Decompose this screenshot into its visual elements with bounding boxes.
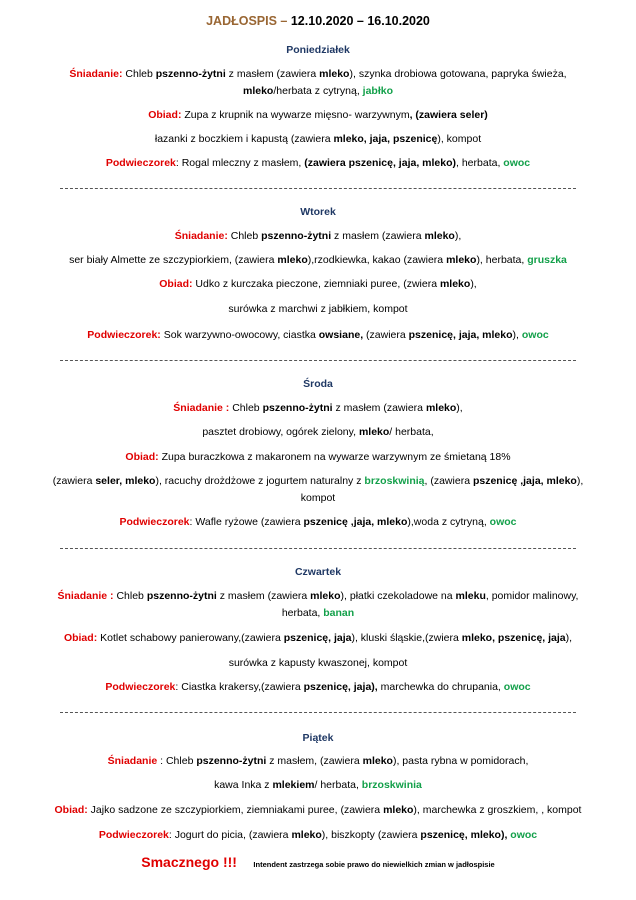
menu-text: kompot [300,492,336,504]
menu-text: z masłem (zawiera [331,230,425,242]
menu-text: Zupa z krupnik na wywarze mięsno- warzywnym [181,109,410,121]
menu-text: : Ciastka krakersy,(zawiera [175,681,304,693]
menu-text: Zupa buraczkowa z makaronem na wywarze warzywnym ze śmietaną 18% [158,451,511,463]
allergen-text: mleku [455,590,486,602]
menu-text: marchewka do chrupania, [377,681,504,693]
menu-text: surówka z marchwi z jabłkiem, kompot [228,303,408,315]
menu-text: (zawiera [52,475,96,487]
disclaimer-note: Intendent zastrzega sobie prawo do niewielkich zmian w jadłospisie [253,860,495,869]
meal-label: Śniadanie [107,755,158,767]
fruit-text: jabłko [362,85,393,97]
menu-line [0,66,636,83]
menu-line [0,252,636,269]
menu-text: herbata, [281,607,324,619]
menu-text: ), [565,632,573,644]
allergen-text: mleko [358,426,390,438]
allergen-text: (zawiera pszenicę, jaja, mleko) [304,157,456,169]
meal-label: Obiad: [125,451,159,463]
day-heading: Wtorek [300,206,336,218]
allergen-text: pszenicę, jaja), [303,681,378,693]
menu-line [0,276,636,293]
menu-line [0,424,636,441]
menu-text: ), kompot [437,133,482,145]
meal-label: Śniadanie: [174,230,228,242]
allergen-text: mleko [319,68,350,80]
allergen-text: mleko [243,85,274,97]
menu-text: ), racuchy drożdżowe z jogurtem naturalny z [155,475,365,487]
smacznego-text: Smacznego !!! [141,854,237,870]
menu-text: Udko z kurczaka pieczone, ziemniaki puree, (zwiera [192,278,440,290]
menu-text: ), biszkopty (zawiera [321,829,421,841]
meal-label: Obiad: [63,632,98,644]
menu-text: Kotlet schabowy panierowany,(zawiera [97,632,284,644]
allergen-text: pszenno-żytni [262,402,333,414]
menu-text: ), herbata, [476,254,528,266]
menu-line [0,605,636,622]
menu-text: , (zawiera [424,475,473,487]
menu-text: ), [576,475,584,487]
menu-line [0,655,636,672]
menu-text: / herbata, [314,779,362,791]
day-separator [60,712,576,713]
menu-text: kawa Inka z [214,779,273,791]
fruit-text: brzoskwinia [361,779,422,791]
meal-label: Podwieczorek: [87,329,161,341]
menu-line [0,83,636,100]
allergen-text: pszenno-żytni [261,230,332,242]
menu-text: z masłem, (zawiera [266,755,363,767]
meal-label: Obiad: [54,804,88,816]
meal-label: Śniadanie : [57,590,114,602]
menu-text: Jajko sadzone ze szczypiorkiem, ziemniakami puree, (zawiera [87,804,384,816]
day-heading: Piątek [302,732,334,744]
menu-line [0,777,636,794]
meal-label: Obiad: [148,109,182,121]
allergen-text: mleko [446,254,477,266]
day-separator [60,188,576,189]
menu-text: ), [454,230,462,242]
menu-text: z masłem (zawiera [216,590,311,602]
day-heading: Czwartek [294,566,342,578]
footer [0,854,636,872]
fruit-text: owoc [503,681,531,693]
meal-label: Obiad: [159,278,193,290]
menu-text: /herbata z cytryną, [273,85,363,97]
meal-label: Podwieczorek [119,516,190,528]
menu-text: : Jogurt do picia, (zawiera [168,829,292,841]
menu-text: ),woda z cytryną, [407,516,490,528]
meal-label: Podwieczorek [105,681,176,693]
fruit-text: owoc [489,516,517,528]
fruit-text: banan [323,607,355,619]
menu-line [0,490,636,507]
menu-line [0,449,636,466]
menu-line [0,802,636,819]
menu-text: (zawiera [363,329,409,341]
menu-line [0,155,636,172]
menu-line [0,588,636,605]
page-title [0,14,636,28]
allergen-text: mleko [383,804,414,816]
allergen-text: pszenicę, mleko), [420,829,508,841]
allergen-text: mleko [425,402,457,414]
menu-text: łazanki z boczkiem i kapustą (zawiera [154,133,334,145]
menu-line [0,107,636,124]
menu-line [0,131,636,148]
menu-line [0,679,636,696]
menu-text: z masłem (zawiera [332,402,426,414]
meal-label: Śniadanie: [69,68,123,80]
title-label: JADŁOSPIS – [206,14,291,28]
menu-text: ),rzodkiewka, kakao (zawiera [307,254,447,266]
fruit-text: owoc [521,329,549,341]
fruit-text: owoc [503,157,531,169]
menu-text: Chleb [229,402,263,414]
menu-line [0,400,636,417]
day-heading: Środa [303,378,333,390]
menu-text: Sok warzywno-owocowy, ciastka [160,329,319,341]
menu-text: Chleb [122,68,156,80]
menu-text: Chleb [227,230,262,242]
menu-text: ), marchewka z groszkiem, , kompot [413,804,582,816]
menu-text: ), szynka drobiowa gotowana, papryka świeża, [349,68,567,80]
menu-text: ), kluski śląskie,(zwiera [351,632,462,644]
allergen-text: seler, mleko [95,475,156,487]
allergen-text: pszenicę ,jaja, mleko [303,516,408,528]
allergen-text: , (zawiera seler) [409,109,488,121]
allergen-text: mleko, pszenicę, jaja [461,632,566,644]
allergen-text: mleko, jaja, pszenicę [333,133,438,145]
menu-line [0,228,636,245]
allergen-text: owsiane, [318,329,364,341]
title-dates: 12.10.2020 – 16.10.2020 [290,14,430,28]
allergen-text: pszenicę ,jaja, mleko [472,475,577,487]
menu-text: , herbata, [456,157,504,169]
allergen-text: pszenno-żytni [146,590,217,602]
menu-text: : Chleb [157,755,197,767]
meal-label: Podwieczorek [105,157,176,169]
allergen-text: mleko [362,755,393,767]
allergen-text: mleko [291,829,322,841]
allergen-text: mleko [439,278,471,290]
allergen-text: mleko [310,590,341,602]
menu-text: z masłem (zawiera [225,68,320,80]
fruit-text: owoc [510,829,538,841]
day-separator [60,360,576,361]
menu-text: surówka z kapusty kwaszonej, kompot [228,657,408,669]
menu-text: ), [512,329,522,341]
meal-label: Podwieczorek [98,829,169,841]
menu-text: , pomidor malinowy, [485,590,579,602]
fruit-text: brzoskwinią [364,475,425,487]
menu-line [0,630,636,647]
day-heading: Poniedziałek [286,44,350,56]
menu-text: ser biały Almette ze szczypiorkiem, (zawiera [69,254,278,266]
allergen-text: mleko [424,230,455,242]
menu-text: ), płatki czekoladowe na [340,590,456,602]
menu-text: pasztet drobiowy, ogórek zielony, [202,426,359,438]
allergen-text: mlekiem [272,779,315,791]
menu-line [0,473,636,490]
menu-text: ), [456,402,463,414]
menu-line [0,827,636,844]
allergen-text: pszenicę, jaja, mleko [408,329,513,341]
meal-label: Śniadanie : [173,402,230,414]
menu-text: : Rogal mleczny z masłem, [175,157,305,169]
menu-line [0,301,636,318]
menu-text: Chleb [113,590,147,602]
menu-line [0,753,636,770]
fruit-text: gruszka [527,254,567,266]
menu-line [0,327,636,344]
allergen-text: pszenicę, jaja [283,632,352,644]
menu-text: ), [470,278,477,290]
allergen-text: pszenno-żytni [155,68,226,80]
allergen-text: pszenno-żytni [196,755,267,767]
menu-text: / herbata, [389,426,434,438]
menu-text: ), pasta rybna w pomidorach, [392,755,529,767]
menu-line [0,514,636,531]
menu-text: : Wafle ryżowe (zawiera [189,516,304,528]
allergen-text: mleko [277,254,308,266]
day-separator [60,548,576,549]
